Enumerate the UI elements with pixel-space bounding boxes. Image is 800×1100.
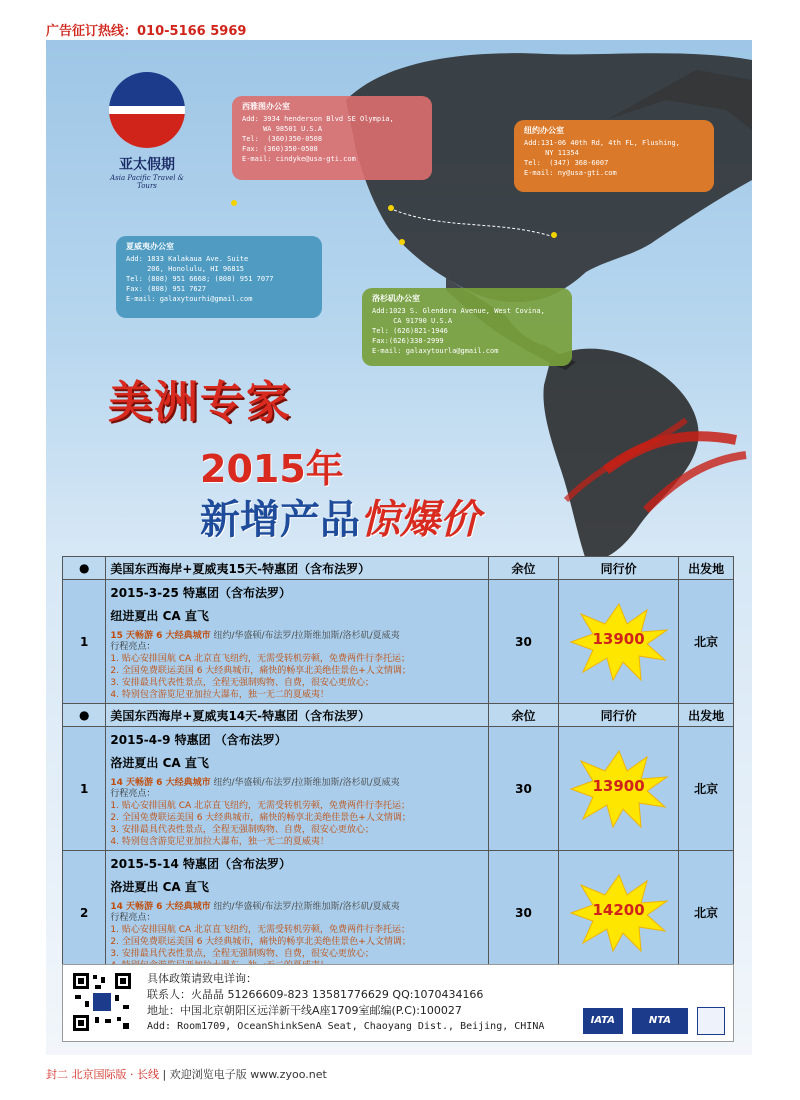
tour-date: 2015-4-9 特惠团 （含布法罗）: [110, 733, 287, 747]
office-line: E-mail: galaxytourla@gmail.com: [372, 347, 499, 355]
tour-depart: 北京: [679, 851, 734, 975]
office-line: Tel: (808) 951 6668; (808) 951 7077: [126, 275, 274, 283]
headline-year: 2015年: [200, 447, 344, 491]
col-depart: 出发地: [679, 557, 734, 580]
office-line: E-mail: galaxytourhi@gmail.com: [126, 295, 253, 303]
tour-price: 14200: [592, 900, 645, 919]
headline-sub: [200, 488, 480, 545]
tour-desc: [106, 851, 489, 975]
company-logo: [102, 72, 192, 190]
tour-price-cell: [558, 580, 678, 704]
tour-point: 1. 贴心安排国航 CA 北京直飞纽约，无需受转机劳顿，免费两件行李托运；: [110, 925, 411, 935]
tour-seats: 30: [488, 580, 558, 704]
footer-page: 封二: [46, 1068, 68, 1081]
headline-main: 美洲专家: [108, 377, 292, 428]
tour-cities: [110, 628, 484, 641]
tour-row: [63, 580, 734, 704]
logo-english: Asia Pacific Travel & Tours: [110, 174, 184, 190]
tour-plan-label: 行程亮点：: [110, 642, 156, 652]
tour-depart: 北京: [679, 727, 734, 851]
headline-sub-text: 新增产品: [200, 497, 360, 543]
tour-flight: 纽进夏出 CA 直飞: [110, 609, 209, 623]
office-seattle: [232, 96, 432, 180]
footer-site: 欢迎浏览电子版 www.zyoo.net: [169, 1068, 327, 1081]
iata-badge: IATA: [583, 1008, 623, 1034]
contact-box: [62, 964, 734, 1042]
group-bullet: ●: [63, 704, 106, 727]
office-line: E-mail: ny@usa-gti.com: [524, 169, 617, 177]
price-burst: [569, 602, 669, 682]
nta-badge: NTA: [632, 1008, 688, 1034]
office-line: WA 98501 U.S.A: [242, 125, 323, 133]
office-title: 纽约办公室: [524, 126, 564, 135]
office-line: Add:131-06 40th Rd, 4th FL, Flushing,: [524, 139, 680, 147]
group-header: [63, 704, 734, 727]
office-line: Tel: (347) 368-6007: [524, 159, 609, 167]
tour-highlight: 14 天畅游 6 大经典城市: [110, 902, 211, 912]
contact-text: [147, 971, 544, 1035]
ad-hotline: 广告征订热线：010-5166 5969: [46, 24, 247, 39]
tour-price: 13900: [592, 629, 645, 648]
group-bullet: ●: [63, 557, 106, 580]
tour-num: 1: [63, 580, 106, 704]
col-price: 同行价: [558, 557, 678, 580]
tour-num: 1: [63, 727, 106, 851]
tour-desc: [106, 580, 489, 704]
group-title: 美国东西海岸+夏威夷15天-特惠团（含布法罗）: [106, 557, 489, 580]
tour-price-cell: [558, 727, 678, 851]
tour-point: 3. 安排最具代表性景点，全程无强制购物、自费，很安心更放心；: [110, 949, 374, 959]
tour-table: [62, 556, 734, 975]
office-title: 洛杉矶办公室: [372, 294, 420, 303]
tour-seats: 30: [488, 851, 558, 975]
tour-plan-label: 行程亮点：: [110, 913, 156, 923]
tour-row: [63, 851, 734, 975]
tour-flight: 洛进夏出 CA 直飞: [110, 756, 209, 770]
tour-highlight: 14 天畅游 6 大经典城市: [110, 778, 211, 788]
office-line: CA 91790 U.S.A: [372, 317, 453, 325]
col-depart: 出发地: [679, 704, 734, 727]
tour-depart: 北京: [679, 580, 734, 704]
office-newyork: [514, 120, 714, 192]
tour-flight: 洛进夏出 CA 直飞: [110, 880, 209, 894]
office-line: Add: 3934 henderson Blvd SE Olympia,: [242, 115, 394, 123]
tour-point: 3. 安排最具代表性景点，全程无强制购物、自费，很安心更放心；: [110, 825, 374, 835]
tour-desc: [106, 727, 489, 851]
office-line: Tel: (626)821-1946: [372, 327, 448, 335]
tour-point: 4. 特别包含游览尼亚加拉大瀑布，独一无二的夏威夷！: [110, 837, 329, 847]
tour-date: 2015-3-25 特惠团（含布法罗）: [110, 586, 291, 600]
tour-point: 1. 贴心安排国航 CA 北京直飞纽约，无需受转机劳顿，免费两件行李托运；: [110, 801, 411, 811]
tour-highlight: 15 天畅游 6 大经典城市: [110, 631, 211, 641]
headline-hot: 惊爆价: [360, 497, 480, 543]
tour-point: 4. 特别包含游览尼亚加拉大瀑布，独一无二的夏威夷！: [110, 690, 329, 700]
price-burst: [569, 873, 669, 953]
office-line: Add:1023 S. Glendora Avenue, West Covina,: [372, 307, 545, 315]
office-title: 夏威夷办公室: [126, 242, 174, 251]
office-line: Fax:(626)338-2999: [372, 337, 444, 345]
col-price: 同行价: [558, 704, 678, 727]
contact-person: 联系人：火晶晶 51266609-823 13581776629 QQ:1070434166: [147, 988, 484, 1001]
qr-code: [71, 971, 133, 1033]
tour-city-list: 纽约/华盛顿/布法罗/拉斯维加斯/洛杉矶/夏威夷: [213, 902, 400, 912]
office-title: 西雅图办公室: [242, 102, 290, 111]
office-la: [362, 288, 572, 366]
tour-city-list: 纽约/华盛顿/布法罗/拉斯维加斯/洛杉矶/夏威夷: [213, 631, 400, 641]
office-line: E-mail: cindyke@usa-gti.com: [242, 155, 356, 163]
page-footer: 封二 北京国际版 · 长线 | 欢迎浏览电子版 www.zyoo.net: [46, 1068, 327, 1081]
tour-point: 3. 安排最具代表性景点，全程无强制购物、自费，很安心更放心；: [110, 678, 374, 688]
tour-num: 2: [63, 851, 106, 975]
tour-cities: [110, 775, 484, 788]
office-line: NY 11354: [524, 149, 579, 157]
tour-row: [63, 727, 734, 851]
badges: [579, 1007, 725, 1035]
tour-city-list: 纽约/华盛顿/布法罗/拉斯维加斯/洛杉矶/夏威夷: [213, 778, 400, 788]
tour-date: 2015-5-14 特惠团（含布法罗）: [110, 857, 291, 871]
office-line: Add: 1833 Kalakaua Ave. Suite: [126, 255, 249, 263]
office-hawaii: [116, 236, 322, 318]
travel-seal-icon: [697, 1007, 725, 1035]
tour-seats: 30: [488, 727, 558, 851]
office-line: Fax: (808) 951 7627: [126, 285, 207, 293]
tour-point: 2. 全国免费联运美国 6 大经典城市，痛快的畅享北美绝佳景色+人文情调；: [110, 666, 411, 676]
footer-edition: 北京国际版 · 长线: [71, 1068, 159, 1081]
tour-point: 1. 贴心安排国航 CA 北京直飞纽约，无需受转机劳顿，免费两件行李托运；: [110, 654, 411, 664]
tour-price-cell: [558, 851, 678, 975]
col-seats: 余位: [488, 704, 558, 727]
office-line: Tel: (360)350-0508: [242, 135, 323, 143]
logo-emblem: [109, 72, 185, 148]
contact-address-cn: 地址：中国北京朝阳区远洋新干线A座1709室邮编(P.C):100027: [147, 1004, 462, 1017]
logo-name: 亚太假期: [119, 157, 175, 173]
col-seats: 余位: [488, 557, 558, 580]
tour-point: 2. 全国免费联运美国 6 大经典城市，痛快的畅享北美绝佳景色+人文情调；: [110, 813, 411, 823]
tour-cities: [110, 899, 484, 912]
poster: [46, 40, 752, 1055]
tour-price: 13900: [592, 776, 645, 795]
group-title: 美国东西海岸+夏威夷14天-特惠团（含布法罗）: [106, 704, 489, 727]
contact-address-en: Add: Room1709, OceanShinkSenA Seat, Chaoyang Dist., Beijing, CHINA: [147, 1021, 545, 1032]
office-line: Fax: (360)350-0508: [242, 145, 318, 153]
tour-point: 2. 全国免费联运美国 6 大经典城市，痛快的畅享北美绝佳景色+人文情调；: [110, 937, 411, 947]
contact-intro: 具体政策请致电详询：: [147, 972, 257, 985]
price-burst: [569, 749, 669, 829]
group-header: [63, 557, 734, 580]
tour-plan-label: 行程亮点：: [110, 789, 156, 799]
office-line: 206, Honolulu, HI 96815: [126, 265, 245, 273]
